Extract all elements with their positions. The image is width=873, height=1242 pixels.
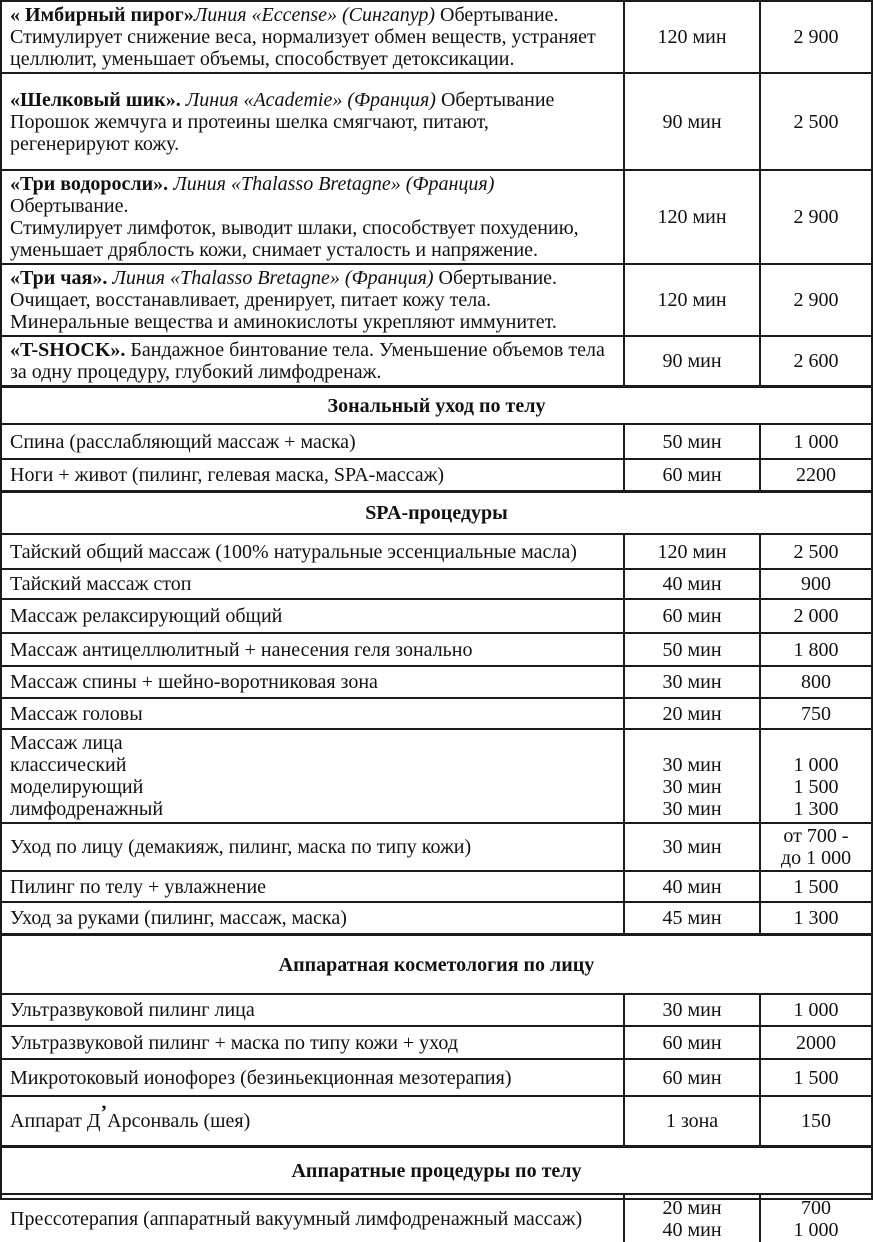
service-text-line xyxy=(10,173,613,217)
service-row xyxy=(2,665,871,697)
section-header-row xyxy=(2,1145,871,1193)
price-value: 900 xyxy=(801,573,831,595)
duration-cell xyxy=(623,171,759,263)
duration-cell xyxy=(623,337,759,385)
duration-cell xyxy=(623,2,759,72)
service-text-line xyxy=(10,876,613,898)
price-cell xyxy=(759,1027,871,1058)
service-name: «T-SHOCK». xyxy=(10,339,131,361)
service-description: Массаж спины + шейно-воротниковая зона xyxy=(10,671,378,693)
duration-value: 120 мин xyxy=(657,206,727,228)
service-row xyxy=(2,697,871,728)
price-cell xyxy=(759,1195,871,1242)
duration-value: 40 мин xyxy=(662,875,722,898)
service-row xyxy=(2,1025,871,1058)
service-text-line xyxy=(10,1032,613,1054)
duration-value: 90 мин xyxy=(662,110,722,133)
price-value: 1 000 xyxy=(793,1218,839,1241)
service-text-line xyxy=(10,639,613,661)
duration-cell xyxy=(623,634,759,665)
duration-cell xyxy=(623,535,759,568)
duration-value: 20 мин xyxy=(662,702,722,725)
service-text-line xyxy=(10,573,613,595)
duration-cell xyxy=(623,1195,759,1242)
price-cell xyxy=(759,460,871,490)
service-name-cell xyxy=(2,570,623,598)
service-row xyxy=(2,632,871,665)
duration-value: 50 мин xyxy=(662,430,722,453)
service-name-cell xyxy=(2,74,623,169)
service-row xyxy=(2,533,871,568)
service-description: Арсонваль (шея) xyxy=(107,1110,251,1132)
price-value: 2 500 xyxy=(793,110,839,133)
service-description: Обертывание. xyxy=(433,267,558,289)
service-name-cell xyxy=(2,903,623,933)
service-name-cell xyxy=(2,265,623,335)
service-name-cell xyxy=(2,1060,623,1095)
price-cell xyxy=(759,1060,871,1095)
service-text-line xyxy=(10,289,613,333)
price-cell xyxy=(759,535,871,568)
section-header-row xyxy=(2,490,871,533)
service-description: Микротоковый ионофорез (безиньекционная мезотерапия) xyxy=(10,1066,512,1089)
price-value: 1 500 xyxy=(793,1066,839,1089)
price-cell xyxy=(759,872,871,901)
service-text-line xyxy=(10,111,613,155)
service-text-line xyxy=(10,89,613,111)
duration-value: 30 мин xyxy=(662,776,722,798)
apostrophe-mark: ’ xyxy=(100,1101,108,1124)
service-name-cell xyxy=(2,824,623,870)
service-description: Массаж антицеллюлитный + нанесения геля зонально xyxy=(10,638,473,661)
price-cell xyxy=(759,2,871,72)
price-cell xyxy=(759,425,871,458)
service-row xyxy=(2,2,871,72)
service-row xyxy=(2,822,871,870)
service-description: Аппарат Д xyxy=(10,1110,101,1132)
price-value: 2200 xyxy=(796,464,836,486)
price-cell xyxy=(759,337,871,385)
service-description: Стимулирует лимфоток, выводит шлаки, способствует похудению, уменьшает дряблость кожи, снимает усталость и напряжение. xyxy=(10,217,579,261)
price-value: от 700 - xyxy=(783,825,849,847)
service-description: Массаж лица xyxy=(10,732,123,754)
service-row xyxy=(2,423,871,458)
service-description: лимфодренажный xyxy=(10,798,164,820)
duration-value: 40 мин xyxy=(662,1218,722,1241)
service-text-line xyxy=(10,605,613,627)
brand-line-label: Линия «Eccense» (Сингапур) xyxy=(193,4,436,26)
service-row xyxy=(2,901,871,933)
service-row xyxy=(2,1058,871,1095)
duration-value: 30 мин xyxy=(662,836,722,858)
duration-cell xyxy=(623,872,759,901)
price-cell xyxy=(759,730,871,822)
duration-cell xyxy=(623,699,759,728)
service-text-line xyxy=(10,267,613,289)
price-value: 1 300 xyxy=(793,798,839,820)
duration-cell xyxy=(623,1027,759,1058)
price-cell xyxy=(759,1097,871,1145)
service-name-cell xyxy=(2,171,623,263)
section-header-label: Аппаратные процедуры по телу xyxy=(291,1159,582,1182)
duration-value: 20 мин xyxy=(662,1196,722,1219)
price-value: 750 xyxy=(801,702,831,725)
price-value: 1 000 xyxy=(793,430,839,453)
section-header-label: Аппаратная косметология по лицу xyxy=(278,953,595,976)
duration-value: 50 мин xyxy=(662,638,722,661)
price-value: 2000 xyxy=(796,1031,836,1054)
service-text-line xyxy=(10,4,613,26)
price-value: 1 800 xyxy=(793,638,839,661)
duration-cell xyxy=(623,600,759,632)
service-name-cell xyxy=(2,699,623,728)
service-text-line xyxy=(10,339,613,383)
price-cell xyxy=(759,265,871,335)
service-name-cell xyxy=(2,1027,623,1058)
service-row xyxy=(2,598,871,632)
service-description: Обертывание xyxy=(435,88,555,111)
service-name-cell xyxy=(2,460,623,490)
section-header-row xyxy=(2,385,871,423)
service-name-cell xyxy=(2,634,623,665)
service-description: Массаж головы xyxy=(10,702,143,725)
service-row xyxy=(2,458,871,490)
price-cell xyxy=(759,824,871,870)
service-description: Ноги + живот (пилинг, гелевая маска, SPA-массаж) xyxy=(10,464,445,486)
price-value: 1 500 xyxy=(793,875,839,898)
section-header-label: SPA-процедуры xyxy=(365,502,508,524)
service-text-line xyxy=(10,798,613,820)
price-value xyxy=(763,732,869,754)
service-description: Уход по лицу (демакияж, пилинг, маска по типу кожи) xyxy=(10,836,472,858)
price-cell xyxy=(759,171,871,263)
service-text-line xyxy=(10,464,613,486)
service-description: Ультразвуковой пилинг лица xyxy=(10,999,255,1021)
price-cell xyxy=(759,699,871,728)
service-description: Тайский массаж стоп xyxy=(10,573,192,595)
service-name: «Три водоросли». xyxy=(10,173,174,195)
service-description: Пилинг по телу + увлажнение xyxy=(10,875,267,898)
service-row xyxy=(2,169,871,263)
duration-value: 90 мин xyxy=(662,350,722,372)
duration-value: 60 мин xyxy=(662,1031,722,1054)
duration-cell xyxy=(623,1060,759,1095)
service-description: Очищает, восстанавливает, дренирует, питает кожу тела. Минеральные вещества и аминокислоты укрепляют иммунитет. xyxy=(10,289,557,333)
price-value: 2 000 xyxy=(793,605,839,627)
duration-value: 60 мин xyxy=(662,464,722,486)
service-name: «Три чая». xyxy=(10,267,113,289)
duration-value: 45 мин xyxy=(662,907,722,929)
service-text-line xyxy=(10,999,613,1021)
service-text-line xyxy=(10,754,613,776)
service-row xyxy=(2,568,871,598)
service-row xyxy=(2,1193,871,1242)
service-description: Прессотерапия (аппаратный вакуумный лимфодренажный массаж) xyxy=(10,1207,583,1230)
section-header-row xyxy=(2,933,871,993)
duration-value: 1 зона xyxy=(665,1110,719,1132)
duration-cell xyxy=(623,824,759,870)
service-text-line xyxy=(10,776,613,798)
service-name-cell xyxy=(2,425,623,458)
service-text-line xyxy=(10,1067,613,1089)
service-text-line xyxy=(10,836,613,858)
service-description: Порошок жемчуга и протеины шелка смягчают, питают, регенерируют кожу. xyxy=(10,110,489,155)
service-name-cell xyxy=(2,600,623,632)
price-value: 2 900 xyxy=(793,26,839,48)
service-description: Ультразвуковой пилинг + маска по типу кожи + уход xyxy=(10,1031,459,1054)
section-header-label: Зональный уход по телу xyxy=(327,394,546,417)
service-name-cell xyxy=(2,535,623,568)
service-name-cell xyxy=(2,872,623,901)
price-value: до 1 000 xyxy=(780,847,852,869)
price-cell xyxy=(759,903,871,933)
duration-value: 30 мин xyxy=(662,999,722,1021)
service-row xyxy=(2,263,871,335)
duration-cell xyxy=(623,1097,759,1145)
service-description: классический xyxy=(10,754,127,776)
service-name-cell xyxy=(2,2,623,72)
price-cell xyxy=(759,634,871,665)
service-name: « Имбирный пирог» xyxy=(10,4,194,26)
service-row xyxy=(2,72,871,169)
brand-line-label: Линия «Thalasso Bretagne» (Франция) xyxy=(112,267,434,289)
service-name-cell xyxy=(2,337,623,385)
service-row xyxy=(2,728,871,822)
duration-cell xyxy=(623,425,759,458)
duration-cell xyxy=(623,265,759,335)
duration-value xyxy=(627,732,757,754)
service-text-line xyxy=(10,907,613,929)
price-value: 2 900 xyxy=(793,206,839,228)
brand-line-label: Линия «Academie» (Франция) xyxy=(185,88,436,111)
duration-cell xyxy=(623,570,759,598)
service-row xyxy=(2,1095,871,1145)
service-description: Обертывание. xyxy=(10,195,129,217)
service-text-line xyxy=(10,541,613,563)
service-name-cell xyxy=(2,667,623,697)
price-value: 2 600 xyxy=(793,350,839,372)
price-value: 2 500 xyxy=(793,540,839,563)
price-cell xyxy=(759,995,871,1025)
duration-cell xyxy=(623,667,759,697)
service-description: Тайский общий массаж (100% натуральные эссенциальные масла) xyxy=(10,540,577,563)
duration-value: 120 мин xyxy=(657,289,727,311)
service-name-cell xyxy=(2,995,623,1025)
price-value: 700 xyxy=(801,1196,831,1219)
service-name-cell xyxy=(2,1195,623,1242)
service-row xyxy=(2,993,871,1025)
service-text-line xyxy=(10,26,613,70)
service-description: Стимулирует снижение веса, нормализует обмен веществ, устраняет целлюлит, уменьшает объемы, способствует детоксикации. xyxy=(10,26,596,70)
service-text-line xyxy=(10,732,613,754)
price-cell xyxy=(759,600,871,632)
duration-value: 60 мин xyxy=(662,1066,722,1089)
price-value: 2 900 xyxy=(793,289,839,311)
price-cell xyxy=(759,667,871,697)
service-text-line xyxy=(10,1208,613,1230)
duration-value: 40 мин xyxy=(662,573,722,595)
service-description: Бандажное бинтование тела. Уменьшение объемов тела за одну процедуру, глубокий лимфодренаж. xyxy=(10,339,605,383)
service-row xyxy=(2,870,871,901)
price-value: 1 000 xyxy=(793,754,839,776)
duration-cell xyxy=(623,730,759,822)
duration-value: 120 мин xyxy=(657,540,727,563)
duration-value: 60 мин xyxy=(662,605,722,627)
duration-cell xyxy=(623,903,759,933)
service-description: моделирующий xyxy=(10,776,144,798)
duration-cell xyxy=(623,74,759,169)
duration-value: 120 мин xyxy=(657,26,727,48)
service-name-cell xyxy=(2,730,623,822)
service-name-cell xyxy=(2,1097,623,1145)
duration-cell xyxy=(623,460,759,490)
price-value: 800 xyxy=(801,671,831,693)
service-text-line xyxy=(10,217,613,261)
service-description: Спина (расслабляющий массаж + маска) xyxy=(10,430,356,453)
price-cell xyxy=(759,74,871,169)
price-value: 1 300 xyxy=(793,907,839,929)
service-description: Уход за руками (пилинг, массаж, маска) xyxy=(10,907,347,929)
service-name: «Шелковый шик». xyxy=(10,88,186,111)
brand-line-label: Линия «Thalasso Bretagne» (Франция) xyxy=(173,173,495,195)
duration-value: 30 мин xyxy=(662,798,722,820)
service-description: Обертывание. xyxy=(435,4,559,26)
service-text-line xyxy=(10,431,613,453)
service-row xyxy=(2,335,871,385)
service-description: Массаж релаксирующий общий xyxy=(10,605,283,627)
service-text-line xyxy=(10,703,613,725)
service-text-line xyxy=(10,1101,613,1132)
duration-value: 30 мин xyxy=(662,754,722,776)
price-value: 150 xyxy=(801,1110,831,1132)
duration-cell xyxy=(623,995,759,1025)
price-value: 1 000 xyxy=(793,999,839,1021)
price-cell xyxy=(759,570,871,598)
duration-value: 30 мин xyxy=(662,671,722,693)
price-value: 1 500 xyxy=(793,776,839,798)
service-text-line xyxy=(10,671,613,693)
